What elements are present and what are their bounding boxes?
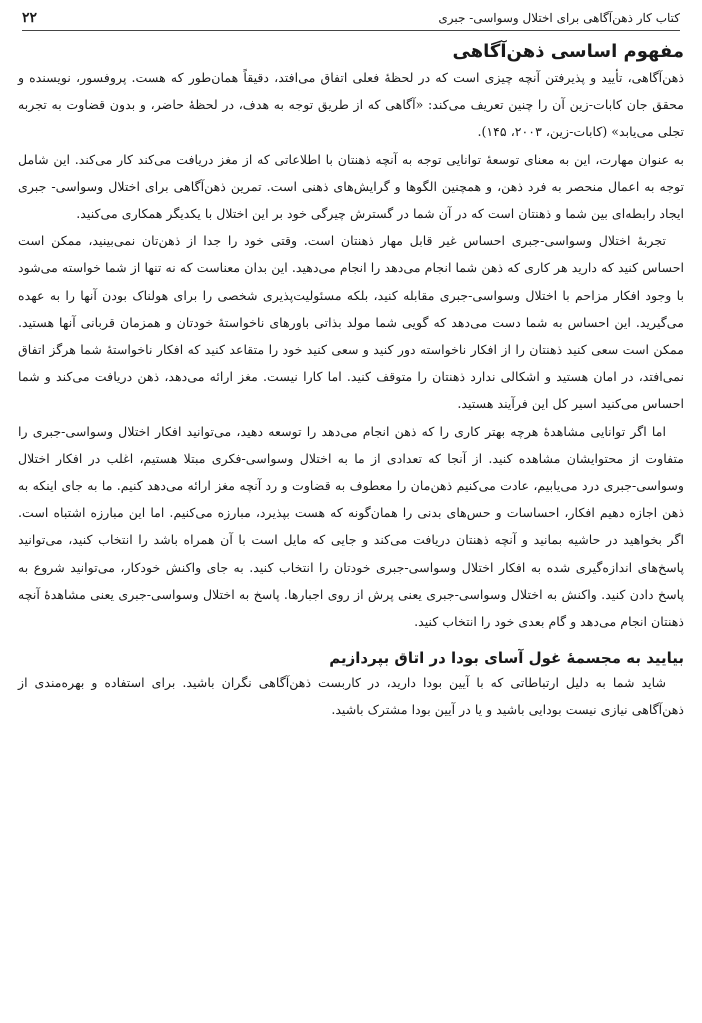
paragraph-5: شاید شما به دلیل ارتباطاتی که با آیین بودا دارید، در کاربست ذهن‌آگاهی نگران باشید. برای استفاده و بهره‌مندی از ذهن‌آگاهی نیازی نیست بودایی باشید و یا در آیین بودا مشترک باشید.	[18, 675, 684, 718]
paragraph-3: تجربۀ اختلال وسواسی-جبری احساس غیر قابل مهار ذهنتان است. وقتی خود را جدا از ذهن‌تان نمی‌بینید، ممکن است احساس کنید که دارید هر کاری که ذهن شما انجام می‌دهد را انجام می‌دهید. این بدان معناست که نه تنها از شما خواسته می‌شود با وجود افکار مزاحم با اختلال وسواسی-جبری مقابله کنید، بلکه مسئولیت‌پذیری شخصی را برای هولناک بودن آنها را به عهده می‌گیرید. این احساس به شما دست می‌دهد که گویی شما مولد بذاتی باورهای ناخواستۀ خودتان و همزمان قربانی آنها هستید. ممکن است سعی کنید ذهنتان را از افکار ناخواسته دور کنید و سعی کنید خود را متقاعد کنید که افکار ناخواستۀ شما هرگز اتفاق نمی‌افتد، در امان هستید و اشکالی ندارد ذهنتان را متوقف کنید. اما کارا نیست. مغز ارائه می‌دهد، ذهن دریافت می‌کند و شما احساس می‌کنید اسیر کل این فرآیند هستید.	[18, 233, 684, 412]
paragraph-1: ذهن‌آگاهی، تأیید و پذیرفتن آنچه چیزی است که در لحظۀ فعلی اتفاق می‌افتد، دقیقاً همان‌طور که هست. پروفسور، نویسنده و محقق جان کابات-زین آن را چنین تعریف می‌کند: «آگاهی که از طریق توجه به هدف، در لحظۀ حاضر، و بدون قضاوت به تجربه تجلی می‌یابد» (کابات-زین، ۲۰۰۳، ۱۴۵).	[18, 70, 684, 140]
running-title: کتاب کار ذهن‌آگاهی برای اختلال وسواسی- جبری	[438, 11, 680, 25]
page-header	[22, 6, 680, 31]
section-heading-buddha-statue: بیایید به مجسمۀ غول آسای بودا در اتاق بپردازیم	[329, 649, 684, 668]
paragraph-2: به عنوان مهارت، این به معنای توسعۀ توانایی توجه به آنچه ذهنتان با اطلاعاتی که از مغز دریافت می‌کند کار می‌کند. این شامل توجه به اعمال منحصر به فرد ذهن، و همچنین الگوها و گرایش‌های ذهنی است. تمرین ذهن‌آگاهی برای اختلال وسواسی- جبری ایجاد رابطه‌ای بین شما و ذهنتان است که در آن شما در گسترش چیرگی خود بر این اختلال با یکدیگر همکاری می‌کنید.	[18, 151, 684, 222]
page-number: ۲۲	[22, 10, 38, 26]
section-heading-mindfulness-concept: مفهوم اساسی ذهن‌آگاهی	[452, 41, 684, 62]
paragraph-4: اما اگر توانایی مشاهدۀ هرچه بهتر کاری را که ذهن انجام می‌دهد را توسعه دهید، می‌توانید افکار اختلال وسواسی-جبری را متفاوت از محتوایشان مشاهده کنید. از آنجا که تعدادی از ما به اختلال وسواسی-فکری مبتلا هستیم، اغلب در افکار اختلال وسواسی-جبری درد می‌یابیم، عادت می‌کنیم ذهن‌مان را معطوف به قضاوت و رد آنچه مغز ارائه می‌دهد کنیم. ما به جای اینکه به ذهن اجازه دهیم افکار، احساسات و حس‌های بدنی را همان‌گونه که هست بپذیرد، مبارزه می‌کنیم. اما این مبارزه اشتباه است. اگر بخواهید در حاشیه بمانید و آنچه ذهنتان دریافت می‌کند و جایی که مایل است با آن همراه باشد را انتخاب کنید، می‌توانید پاسخ‌های اندازه‌گیری شده به افکار اختلال وسواسی-جبری خودتان را انتخاب کنید. به جای واکنش خودکار، می‌توانید شروع به پاسخ دادن کنید. واکنش به اختلال وسواسی-جبری یعنی پرش از روی اجبارها. پاسخ به اختلال وسواسی-جبری یعنی مشاهدۀ آنچه ذهنتان انجام می‌دهد و گام بعدی خود را انتخاب کنید.	[18, 423, 684, 630]
